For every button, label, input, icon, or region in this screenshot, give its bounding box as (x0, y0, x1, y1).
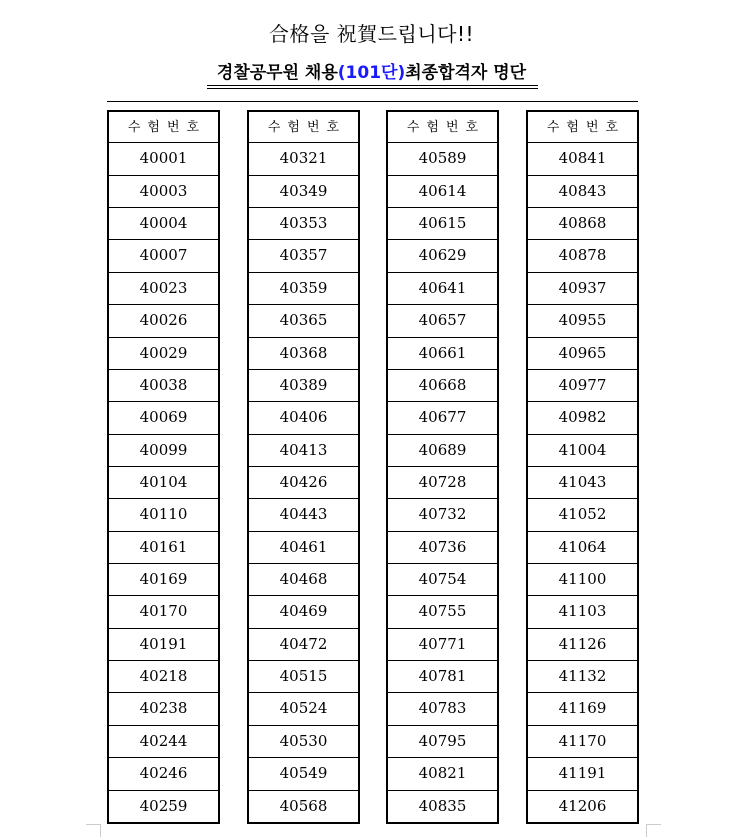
table-row: 41043 (528, 467, 637, 499)
table-row: 40406 (249, 402, 358, 434)
table-row: 40357 (249, 240, 358, 272)
table-row: 40657 (388, 305, 497, 337)
table-row: 41100 (528, 564, 637, 596)
number-table-1 (107, 110, 220, 824)
table-row: 40728 (388, 467, 497, 499)
table-row: 40783 (388, 693, 497, 725)
table-row: 40937 (528, 273, 637, 305)
table-row: 40661 (388, 338, 497, 370)
table-row: 40413 (249, 435, 358, 467)
table-row: 40170 (109, 596, 218, 628)
table-row: 40732 (388, 499, 497, 531)
subtitle-part1: 경찰공무원 채용 (216, 63, 338, 83)
table-row: 40104 (109, 467, 218, 499)
table-row: 40321 (249, 143, 358, 175)
table-row: 40443 (249, 499, 358, 531)
table-row: 40841 (528, 143, 637, 175)
table-row: 41206 (558, 796, 607, 815)
table-row: 41004 (528, 435, 637, 467)
table-row: 40038 (109, 370, 218, 402)
table-row: 40771 (388, 629, 497, 661)
table-row: 40568 (279, 796, 328, 815)
table-row: 40469 (249, 596, 358, 628)
table-row: 41191 (528, 758, 637, 790)
table-row: 40003 (109, 176, 218, 208)
table-row: 40515 (249, 661, 358, 693)
table-row: 40614 (388, 176, 497, 208)
double-underline (207, 85, 538, 89)
table-row: 40977 (528, 370, 637, 402)
table-row: 40099 (109, 435, 218, 467)
table-row: 40549 (249, 758, 358, 790)
number-table-4 (526, 110, 639, 824)
table-row: 40629 (388, 240, 497, 272)
table-header: 수험번호 (249, 112, 358, 143)
table-header: 수험번호 (388, 112, 497, 143)
table-row: 40468 (249, 564, 358, 596)
table-row: 40069 (109, 402, 218, 434)
number-table-3 (386, 110, 499, 824)
table-row: 40472 (249, 629, 358, 661)
table-row: 40353 (249, 208, 358, 240)
table-row: 40524 (249, 693, 358, 725)
table-row: 41064 (528, 532, 637, 564)
table-row: 40677 (388, 402, 497, 434)
table-row: 40754 (388, 564, 497, 596)
table-row: 40668 (388, 370, 497, 402)
table-row: 40161 (109, 532, 218, 564)
table-row: 40736 (388, 532, 497, 564)
table-row: 40359 (249, 273, 358, 305)
table-row: 41126 (528, 629, 637, 661)
table-row: 40689 (388, 435, 497, 467)
table-row: 40026 (109, 305, 218, 337)
table-row: 40007 (109, 240, 218, 272)
table-row: 40641 (388, 273, 497, 305)
table-row: 40530 (249, 726, 358, 758)
table-row: 41052 (528, 499, 637, 531)
table-row: 41169 (528, 693, 637, 725)
table-row: 40365 (249, 305, 358, 337)
table-row: 40368 (249, 338, 358, 370)
table-row: 40246 (109, 758, 218, 790)
table-row: 40029 (109, 338, 218, 370)
page-subtitle (0, 58, 743, 83)
table-row: 40244 (109, 726, 218, 758)
table-row: 41170 (528, 726, 637, 758)
table-row: 40023 (109, 273, 218, 305)
table-row: 40755 (388, 596, 497, 628)
page-corner-mark-left (86, 824, 101, 837)
table-row: 40349 (249, 176, 358, 208)
table-row: 40868 (528, 208, 637, 240)
table-row: 40426 (249, 467, 358, 499)
table-row: 40238 (109, 693, 218, 725)
table-row: 41103 (528, 596, 637, 628)
table-row: 40843 (528, 176, 637, 208)
table-row: 40004 (109, 208, 218, 240)
table-row: 40169 (109, 564, 218, 596)
subtitle-part3: 최종합격자 명단 (405, 63, 527, 83)
table-row: 40821 (388, 758, 497, 790)
table-row: 40589 (388, 143, 497, 175)
number-table-2 (247, 110, 360, 824)
table-row: 40955 (528, 305, 637, 337)
table-header: 수험번호 (109, 112, 218, 143)
subtitle-part2: (101단) (337, 63, 406, 83)
table-row: 41132 (528, 661, 637, 693)
table-row: 40259 (139, 796, 188, 815)
table-row: 40389 (249, 370, 358, 402)
table-row: 40218 (109, 661, 218, 693)
table-header: 수험번호 (528, 112, 637, 143)
table-row: 40835 (418, 796, 467, 815)
table-row: 40001 (109, 143, 218, 175)
table-row: 40965 (528, 338, 637, 370)
table-row: 40110 (109, 499, 218, 531)
table-row: 40461 (249, 532, 358, 564)
page-corner-mark-right (646, 824, 661, 837)
page-title: 合格을 祝賀드립니다!! (269, 22, 474, 46)
table-row: 40191 (109, 629, 218, 661)
table-row: 40878 (528, 240, 637, 272)
table-row: 40781 (388, 661, 497, 693)
table-row: 40615 (388, 208, 497, 240)
horizontal-rule (107, 101, 638, 102)
table-row: 40982 (528, 402, 637, 434)
table-row: 40795 (388, 726, 497, 758)
